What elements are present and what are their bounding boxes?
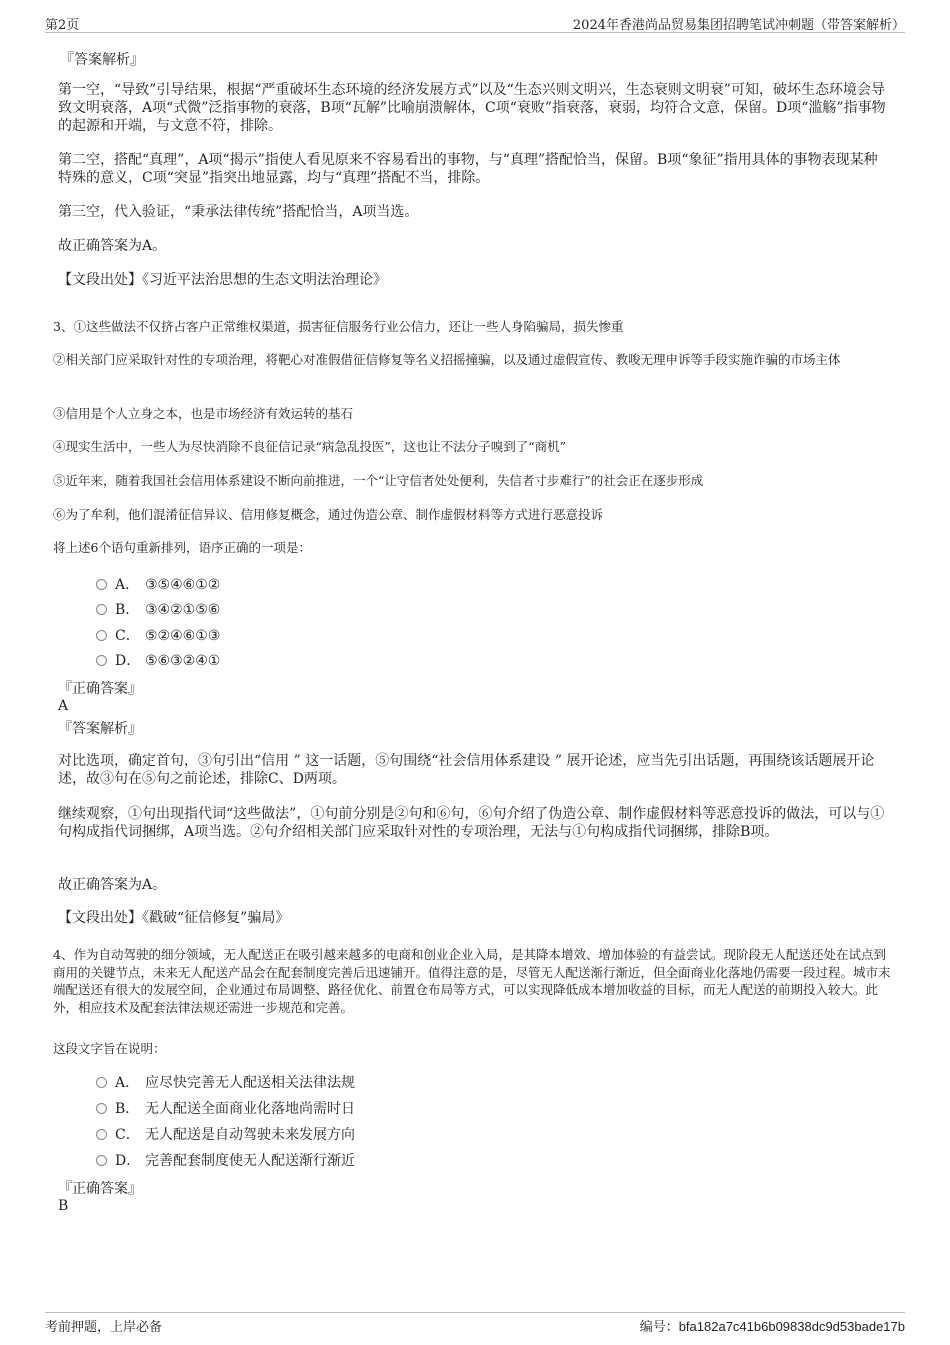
q2-source: 【文段出处】《习近平法治思想的生态文明法治理论》 (58, 272, 387, 288)
q3-prompt: 将上述6个语句重新排列，语序正确的一项是： (53, 540, 311, 555)
q3-option-d[interactable]: D． ⑤⑥③②④① (96, 652, 220, 670)
q2-analysis-paragraph: 第二空，搭配“真理”，A项“揭示”指使人看见原来不容易看出的事物，与“真理”搭配恰当，保留。B项“象征”指用具体的事物表现某种特殊的意义，C项“突显”指突出地显露，均与“真理”搭配不当，排除。 (58, 152, 878, 186)
q3-stem-line: 3、①这些做法不仅挤占客户正常维权渠道，损害征信服务行业公信力，还让一些人身陷骗局，损失惨重 (53, 319, 624, 334)
q4-option-d[interactable]: D． 完善配套制度使无人配送渐行渐近 (96, 1152, 355, 1170)
document-code: 编号：bfa182a7c41b6b09838dc9d53bade17b (639, 1319, 905, 1334)
q4-stem: 4、作为自动驾驶的细分领域，无人配送正在吸引越来越多的电商和创业企业入局，是其降本增效、增加体验的有益尝试。现阶段无人配送还处在试点到商用的关键节点，未来无人配送产品会在配套制度完善后迅速铺开。值得注意的是，尽管无人配送渐行渐近，但全面商业化落地仍需要一段过程。城市末端配送还有很大的发展空间，企业通过布局调整、路径优化、前置仓布局等方式，可以实现降低成本增加收益的目标，而无人配送的前期投入较大。此外，相应技术及配套法律法规还需进一步规范和完善。 (53, 947, 891, 1015)
q4-answer: B (58, 1198, 69, 1214)
page-number: 第2页 (45, 18, 80, 33)
q4-correct-label: 『正确答案』 (58, 1181, 142, 1197)
radio-icon[interactable] (96, 1103, 107, 1114)
q3-analysis-paragraph: 继续观察，①句出现指代词“这些做法”，①句前分别是②句和⑥句，⑥句介绍了伪造公章、制作虚假材料等恶意投诉的做法，可以与①句构成指代词捆绑，A项当选。②句介绍相关部门应采取针对性的专项治理，无法与①句构成指代词捆绑，排除B项。 (58, 806, 885, 840)
radio-icon[interactable] (96, 1077, 107, 1088)
document-title: 2024年香港尚品贸易集团招聘笔试冲刺题（带答案解析） (572, 18, 905, 33)
q3-source: 【文段出处】《戳破“征信修复”骗局》 (58, 910, 290, 926)
q3-option-a[interactable]: A． ③⑤④⑥①② (96, 576, 220, 594)
q3-option-b[interactable]: B． ③④②①⑤⑥ (96, 601, 220, 619)
q3-stem-line: ②相关部门应采取针对性的专项治理，将靶心对准假借征信修复等名义招摇撞骗，以及通过虚假宣传、教唆无理申诉等手段实施诈骗的市场主体 (53, 352, 841, 367)
q3-correct-label: 『正确答案』 (58, 681, 142, 697)
q2-analysis-label: 『答案解析』 (60, 52, 144, 68)
radio-icon[interactable] (96, 604, 107, 615)
radio-icon[interactable] (96, 579, 107, 590)
q3-stem-line: ⑥为了牟利，他们混淆征信异议、信用修复概念，通过伪造公章、制作虚假材料等方式进行恶意投诉 (53, 507, 604, 522)
radio-icon[interactable] (96, 655, 107, 666)
q4-option-b[interactable]: B． 无人配送全面商业化落地尚需时日 (96, 1100, 355, 1118)
q4-option-a[interactable]: A． 应尽快完善无人配送相关法律法规 (96, 1074, 355, 1092)
q3-answer: A (58, 698, 69, 714)
q4-option-c[interactable]: C． 无人配送是自动驾驶未来发展方向 (96, 1126, 355, 1144)
page-footer (45, 1312, 905, 1335)
q3-stem-line: ③信用是个人立身之本，也是市场经济有效运转的基石 (53, 406, 354, 421)
q3-stem-line: ⑤近年来，随着我国社会信用体系建设不断向前推进，一个“让守信者处处便利，失信者寸步难行”的社会正在逐步形成 (53, 473, 704, 488)
q2-analysis-paragraph: 第一空，“导致”引导结果，根据“严重破坏生态环境的经济发展方式”以及“生态兴则文明兴，生态衰则文明衰”可知，破坏生态环境会导致文明衰落，A项“式微”泛指事物的衰落，B项“瓦解”比喻崩溃解体，C项“衰败”指衰落，衰弱，均符合文意，保留。D项“滥觞”指事物的起源和开端，与文意不符，排除。 (58, 82, 886, 134)
q3-stem-line: ④现实生活中，一些人为尽快消除不良征信记录“病急乱投医”，这也让不法分子嗅到了“商机” (53, 439, 567, 454)
q2-analysis-paragraph: 第三空，代入验证，“秉承法律传统”搭配恰当，A项当选。 (58, 204, 419, 220)
q3-conclusion: 故正确答案为A。 (58, 877, 167, 893)
q2-conclusion: 故正确答案为A。 (58, 238, 167, 254)
q3-option-c[interactable]: C． ⑤②④⑥①③ (96, 627, 220, 645)
q3-analysis-paragraph: 对比选项，确定首句，③句引出“信用 ” 这一话题，⑤句围绕“社会信用体系建设 ” 展开论述，应当先引出话题，再围绕该话题展开论述，故③句在⑤句之前论述，排除C、D两项。 (58, 753, 875, 787)
radio-icon[interactable] (96, 1155, 107, 1166)
radio-icon[interactable] (96, 630, 107, 641)
page-header (45, 14, 905, 33)
footer-slogan: 考前押题，上岸必备 (45, 1320, 163, 1335)
q3-analysis-label: 『答案解析』 (58, 721, 142, 737)
radio-icon[interactable] (96, 1129, 107, 1140)
q4-prompt: 这段文字旨在说明： (53, 1041, 166, 1056)
